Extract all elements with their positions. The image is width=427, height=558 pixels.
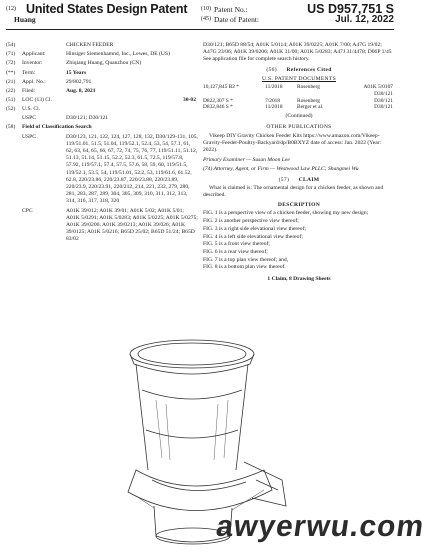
field-code: (52) [6, 106, 16, 113]
references-table [203, 84, 395, 111]
claim-text: What is claimed is: The ornamental design for a chicken feeder, as shown and described. [203, 184, 384, 199]
field-code: (51) [6, 97, 16, 104]
field-label: Filed: [22, 88, 36, 95]
field-right-value: 30-02 [182, 97, 196, 104]
watermark-text: awyerwu.com [214, 510, 427, 543]
field-search-uspc [6, 134, 198, 206]
description-heading: DESCRIPTION [277, 202, 321, 209]
reference-cls: D30/121 [374, 97, 393, 104]
code-45: (45) [201, 16, 211, 22]
figure-description: FIG. 4 is a left side elevational view thereof; [203, 233, 303, 240]
figure-description: FIG. 2 is another perspective view thereof; [203, 218, 299, 225]
field-value: 15 Years [66, 69, 87, 76]
figure-list [203, 210, 395, 271]
other-publications-text: Vikeep DIY Gravity Chicken Feeder Kits https://www.amazon.com/Vikeep-Gravity-Feeder-Poultry-Backyard/dp/B0BXYZ date of access: Jan. 2022 (Year: 2022). [203, 132, 382, 154]
references-heading [203, 67, 395, 74]
reference-name [297, 91, 343, 98]
inventor-surname: Huang [14, 15, 36, 24]
patent-number: US D957,751 S [307, 2, 394, 16]
field-code: (22) [6, 88, 16, 95]
figure-description: FIG. 3 is a right side elevational view thereof; [203, 225, 306, 232]
field-value: Hinsiger Siemenhamnd, Inc., Lewes, DE (US) [66, 51, 170, 58]
reference-num: D822,307 S * [203, 97, 233, 104]
figure-description: FIG. 6 is a rear view thereof; [203, 248, 268, 255]
reference-cls: D30/121 [374, 90, 393, 97]
field-label: U.S. Cl. [22, 106, 41, 113]
figure-description: FIG. 1 is a perspective view of a chicken feeder, showing my new design; [203, 210, 369, 217]
right-classification: D30/121; B65D 88/54; A01K 5/0114; A01K 39/0225; A01K 7/00; A47G 19/02; A47G 23/06; A01K 39/0206; A01K 31/00; A01K 5/0283; A47J 31/4478; D06P 1/45 [203, 42, 392, 56]
claim-title: CLAIM [298, 176, 320, 183]
field-of-search [6, 124, 198, 131]
field-search-cpc-label: CPC [22, 207, 33, 214]
lid-ellipse [130, 340, 254, 368]
claim-heading [203, 177, 395, 184]
field-search-uspc-text: D30/123, 121, 122, 124, 127, 128, 132, D30/129-131, 105, 119/51.01, 51.5, 51.04, 119/52.1, 52.4, 53, 54, 57.1, 61, 62, 63, 64, 65, 66, 67, 72, 74, 75, 76, 77, 119/51.11, 51.12, 51.13, 51.14, 51.15, 52.2, 52.3, 61.5, 72.5, 119/57.8, 57.92, 119/57.1, 57.4, 57.5, 57.6, 58, 59, 60, 119/51.5, 119/52.1, 53.5, 54, 119/51.01, 52.2, 53, 119/61.6, 61.52, 62.8, 220/23.86, 220/23.87, 220/23.88, 220/23.89, 220/23.9, 220/23.91, 220/212, 214, 221, 232, 279, 280, 281, 283, 287, 289, 304, 305, 309, 310, 311, 312, 313, 314, 316, 317, 318, 320 [66, 133, 198, 205]
claim-code: (57) [278, 176, 290, 183]
reference-row [203, 91, 395, 98]
field-value: Aug. 8, 2021 [66, 88, 96, 95]
uspc-value: D30/121; D30/121 [66, 115, 109, 122]
right-column [203, 42, 395, 287]
field-row [6, 88, 198, 95]
code-10: (10) [201, 6, 211, 12]
field-code: (21) [6, 78, 16, 85]
reference-date [265, 91, 297, 98]
uspc-field [6, 115, 198, 122]
field-row [6, 70, 198, 77]
field-search-cpc-text: A01K 39/012; A01K 39/01; A01K 5/02; A01K 5/01; A01K 5/0291; A01K 5/0283; A01K 5/0225; A01K 5/0275; A01K 39/0206; A01K 39/0213; A01K 39/026; A01K 39/0125; A01K 5/0216; B65D 25/02; B65D 51/24; B65D 83/02 [66, 207, 198, 243]
field-row [6, 51, 198, 58]
body-left-edge [136, 364, 148, 470]
field-code: (54) [6, 42, 16, 48]
reference-row [203, 104, 395, 111]
reference-num: 10,127,845 B2 * [203, 84, 239, 91]
header-sub [6, 15, 394, 27]
field-row [6, 106, 198, 113]
field-row [6, 79, 198, 86]
field-search-cpc [6, 208, 198, 244]
reference-num: D832,846 S * [203, 104, 233, 111]
field-value: 29/802,791 [66, 78, 92, 85]
figure-description: FIG. 8 is a bottom plan view thereof. [203, 264, 286, 271]
field-row [6, 42, 198, 49]
field-value: CHICKEN FEEDER [66, 42, 114, 48]
reference-name: Rosenberg [296, 97, 320, 104]
lid-inner-ellipse [138, 343, 246, 365]
field-code: (**) [6, 69, 16, 76]
reference-name: Berger et al. [296, 104, 324, 111]
reference-cls: D30/121 [374, 104, 393, 111]
patent-number-label: Patent No.: [214, 5, 248, 14]
references-code: (56) [266, 66, 277, 73]
field-value: Zhiqiang Huang, Quanzhou (CN) [66, 60, 142, 67]
uspc-label: USPC [22, 115, 36, 122]
field-code: (71) [6, 51, 16, 58]
field-row [6, 97, 198, 104]
bibliographic-fields [6, 42, 198, 113]
reference-cls: A01K 5/0107 [363, 84, 393, 91]
reference-row [203, 84, 395, 91]
other-publications-heading: OTHER PUBLICATIONS [266, 124, 332, 131]
search-history-note: See application file for complete search history. [203, 56, 310, 63]
body-band-1 [142, 390, 242, 399]
reference-date: 11/2018 [265, 84, 283, 91]
reference-name: Rosenberg [296, 84, 320, 91]
left-column [6, 42, 198, 246]
body-right-edge [236, 364, 248, 470]
header-rule [6, 29, 394, 30]
references-continued: (Continued) [285, 113, 313, 120]
spout-detail [256, 480, 278, 490]
field-label: LOC (13) Cl. [22, 97, 52, 104]
field-search-code: (58) [6, 124, 16, 131]
document-title: United States Design Patent [26, 2, 188, 16]
attorney: (74) Attorney, Agent, or Firm — Westwood Law PLLC; Shangmei Wu [203, 166, 359, 173]
figure-description: FIG. 7 is a top plan view thereof; and, [203, 256, 289, 263]
field-code: (72) [6, 60, 16, 67]
field-label: Applicant: [22, 51, 46, 58]
figure-description: FIG. 5 is a front view thereof; [203, 241, 270, 248]
field-search-uspc-label: USPC [22, 133, 36, 140]
patent-date: Jul. 12, 2022 [335, 14, 394, 25]
field-label: Inventor: [22, 60, 43, 67]
field-search-title: Field of Classification Search [22, 124, 92, 131]
references-title: References Cited [286, 66, 332, 73]
field-row [6, 60, 198, 67]
code-12: (12) [6, 6, 16, 12]
primary-examiner: Primary Examiner — Susan Moon Lee [203, 157, 290, 164]
reference-date: 7/2018 [265, 97, 281, 104]
reference-row [203, 98, 395, 105]
date-label: Date of Patent: [214, 15, 259, 24]
claims-sheets: 1 Claim, 8 Drawing Sheets [267, 275, 331, 282]
reference-num [203, 91, 265, 98]
reference-date: 11/2018 [265, 104, 283, 111]
field-label: Term: [22, 69, 36, 76]
field-label: Appl. No.: [22, 78, 46, 85]
us-patent-documents-heading: U.S. PATENT DOCUMENTS [261, 75, 337, 82]
